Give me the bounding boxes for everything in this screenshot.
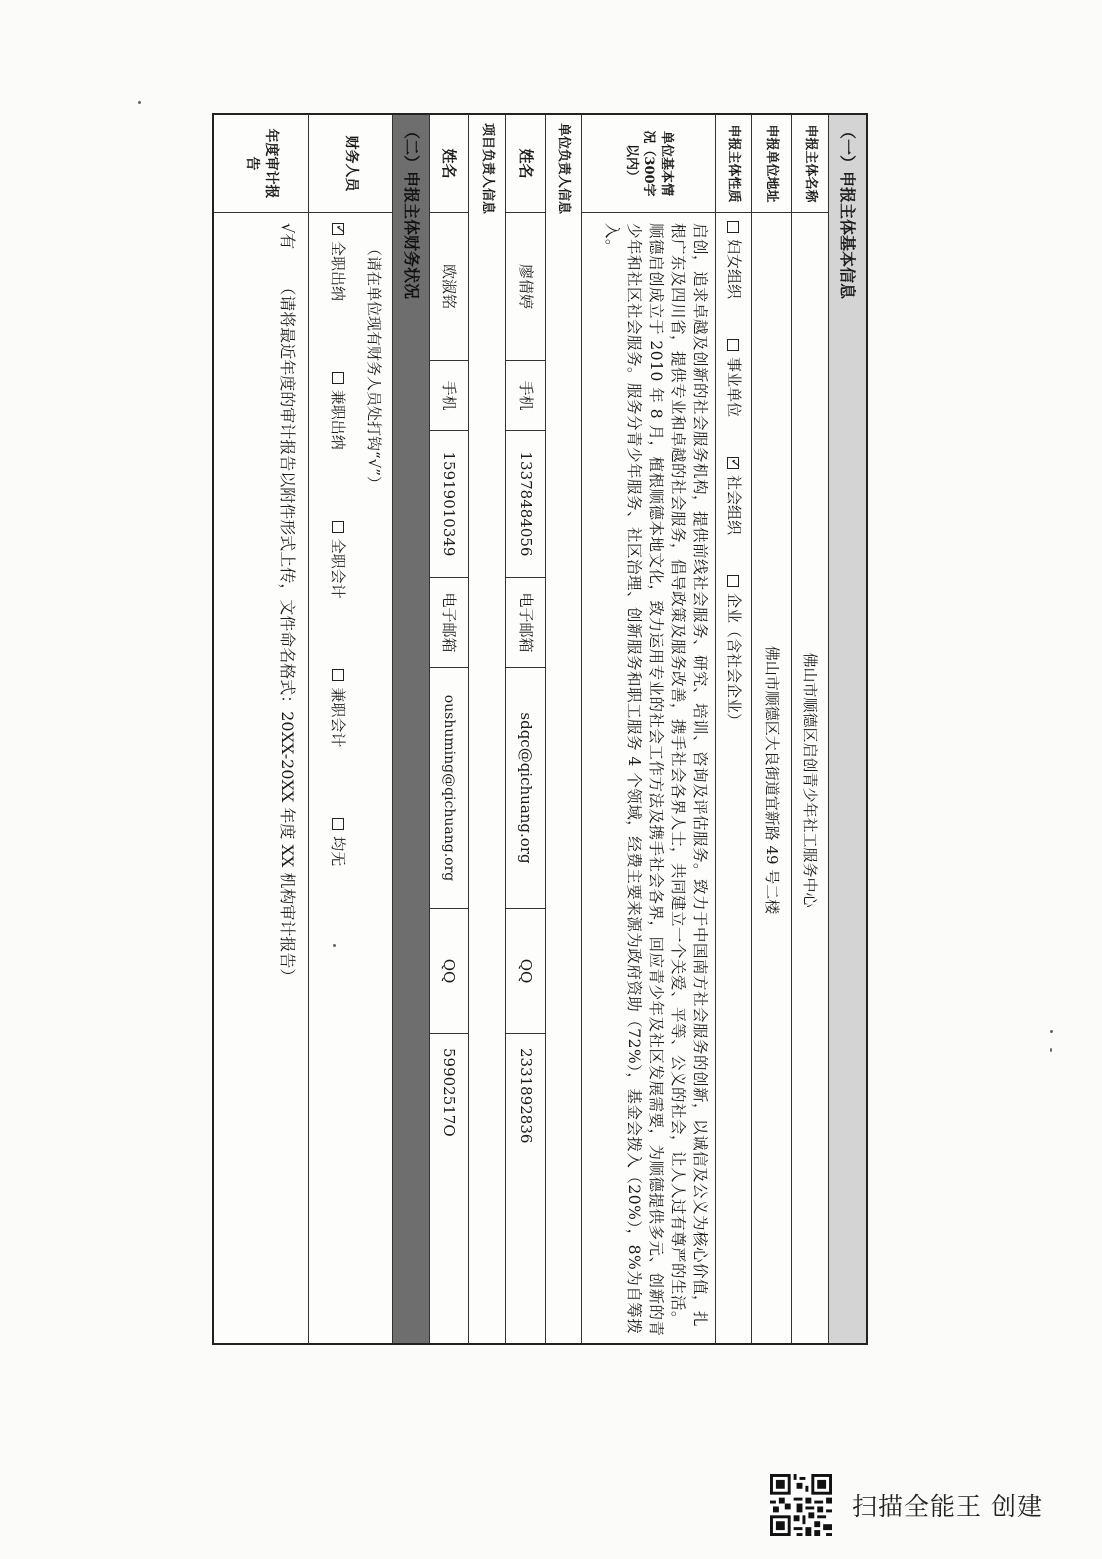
project-phone: 15919010349 xyxy=(430,431,468,578)
scan-speck xyxy=(333,944,336,947)
checkbox-icon xyxy=(332,818,344,830)
leader-qq-label: QQ xyxy=(506,909,545,1034)
qr-code-icon xyxy=(770,1474,832,1536)
scanner-watermark xyxy=(770,1474,1043,1536)
nature-label: 申报主体性质 xyxy=(716,115,751,213)
checkbox-icon xyxy=(332,521,344,533)
leader-section-label: 单位负责人信息 xyxy=(556,123,572,215)
address-row xyxy=(751,115,791,1343)
finance-row xyxy=(308,115,392,1343)
leader-info-row xyxy=(505,115,545,1343)
audit-label: 年度审计报告 xyxy=(214,115,308,213)
nature-options xyxy=(716,213,751,1347)
applicant-name-row xyxy=(791,115,828,1343)
scan-speck xyxy=(1050,1048,1052,1052)
project-section-label: 项目负责人信息 xyxy=(479,123,495,215)
checkbox-icon xyxy=(728,221,740,233)
applicant-name-value: 佛山市顺德区启创青少年社工服务中心 xyxy=(801,652,820,908)
project-qq-label: QQ xyxy=(430,909,468,1034)
profile-label: 单位基本情况（300字以内） xyxy=(582,115,715,213)
leader-qq: 2331892836 xyxy=(516,1048,535,1144)
project-email: oushuming@qichuang.org xyxy=(430,668,468,909)
finance-hint: （请在单位现有财务人员处打钩“√”） xyxy=(365,241,383,491)
finance-option-parttime-cashier[interactable]: 兼职出纳 xyxy=(328,372,348,450)
project-info-row xyxy=(429,115,468,1343)
finance-option-none[interactable]: 均无 xyxy=(328,818,348,866)
finance-option-fulltime-cashier[interactable]: ✓ 全职出纳 xyxy=(328,223,348,301)
project-qq: 59902517O xyxy=(440,1048,459,1137)
section2-header xyxy=(392,115,429,1343)
section1-title: （一）申报主体基本信息 xyxy=(838,123,858,300)
nature-option-enterprise[interactable]: 企业（含社会企业） xyxy=(723,575,743,728)
scan-speck xyxy=(138,101,141,104)
checkbox-icon xyxy=(332,372,344,384)
checkbox-checked-icon xyxy=(332,223,344,235)
leader-email-label: 电子邮箱 xyxy=(506,578,545,668)
scan-speck xyxy=(1050,1030,1053,1033)
section1-header xyxy=(828,115,866,1343)
finance-option-fulltime-accountant[interactable]: 全职会计 xyxy=(328,521,348,599)
checkbox-checked-icon xyxy=(728,457,740,469)
leader-name-label: 姓名 xyxy=(506,115,545,213)
section2-title: （二）申报主体财务状况 xyxy=(401,123,421,300)
leader-name: 廖倩婷 xyxy=(506,213,545,361)
project-phone-label: 手机 xyxy=(430,361,468,431)
applicant-name-label: 申报主体名称 xyxy=(792,115,828,213)
leader-phone: 13378484056 xyxy=(506,431,545,578)
audit-mark[interactable]: √有 xyxy=(278,223,297,250)
leader-email: sdqc@qichuang.org xyxy=(506,668,545,909)
project-name: 欧淑铭 xyxy=(430,213,468,361)
profile-text: 启创，追求卓越及创新的社会服务机构，提供前线社会服务、研究、培训、咨询及评估服务。致力于中国南方社会服务的创新，以诚信及公义为核心价值，扎根广东及四川省，提供专业和卓越的社会服务，倡导政策及服务改善，携手社会各界人士，共同建立一个关爱、平等、公义的社会，让人人过有尊严的生活。顺德启创成立于 2010 年 8 月，植根顺德本地文化，致力运用专业的社会工作方法及携手社会各界，回应青少年及社区发展需要，为顺德提供多元、创新的青少年和社区社会服务。服务分青少年服务、社区治理、创新服务和职工服务 4 个领域，经费主要来源为政府资助（72%），基金会拨入（20%），8%为自筹拨入。 xyxy=(603,223,709,1337)
nature-option-women[interactable]: 妇女组织 xyxy=(723,221,743,299)
checkbox-icon xyxy=(332,669,344,681)
finance-content xyxy=(309,213,392,1347)
project-name-label: 姓名 xyxy=(430,115,468,213)
checkbox-icon xyxy=(728,575,740,587)
audit-content xyxy=(214,213,308,1347)
checkbox-icon xyxy=(728,339,740,351)
leader-phone-label: 手机 xyxy=(506,361,545,431)
nature-row xyxy=(715,115,751,1343)
audit-row xyxy=(214,115,308,1343)
application-form xyxy=(212,113,868,1345)
address-label: 申报单位地址 xyxy=(752,115,791,213)
profile-row xyxy=(581,115,715,1343)
finance-option-parttime-accountant[interactable]: 兼职会计 xyxy=(328,669,348,747)
project-email-label: 电子邮箱 xyxy=(430,578,468,668)
scanner-brand-text: 扫描全能王 创建 xyxy=(852,1492,1043,1521)
address-value: 佛山市顺德区大良街道宜新路 49 号二楼 xyxy=(762,645,781,915)
finance-options xyxy=(326,223,347,1337)
nature-option-institution[interactable]: 事业单位 xyxy=(723,339,743,417)
project-section-row xyxy=(468,115,505,1343)
nature-option-social-org[interactable]: ✓ 社会组织 xyxy=(723,457,743,535)
finance-label: 财务人员 xyxy=(309,115,392,213)
leader-section-row xyxy=(545,115,581,1343)
audit-hint: （请将最近年度的审计报告以附件形式上传，文件命名格式：20XX-20XX 年度 XX 机构审计报告） xyxy=(278,279,297,985)
